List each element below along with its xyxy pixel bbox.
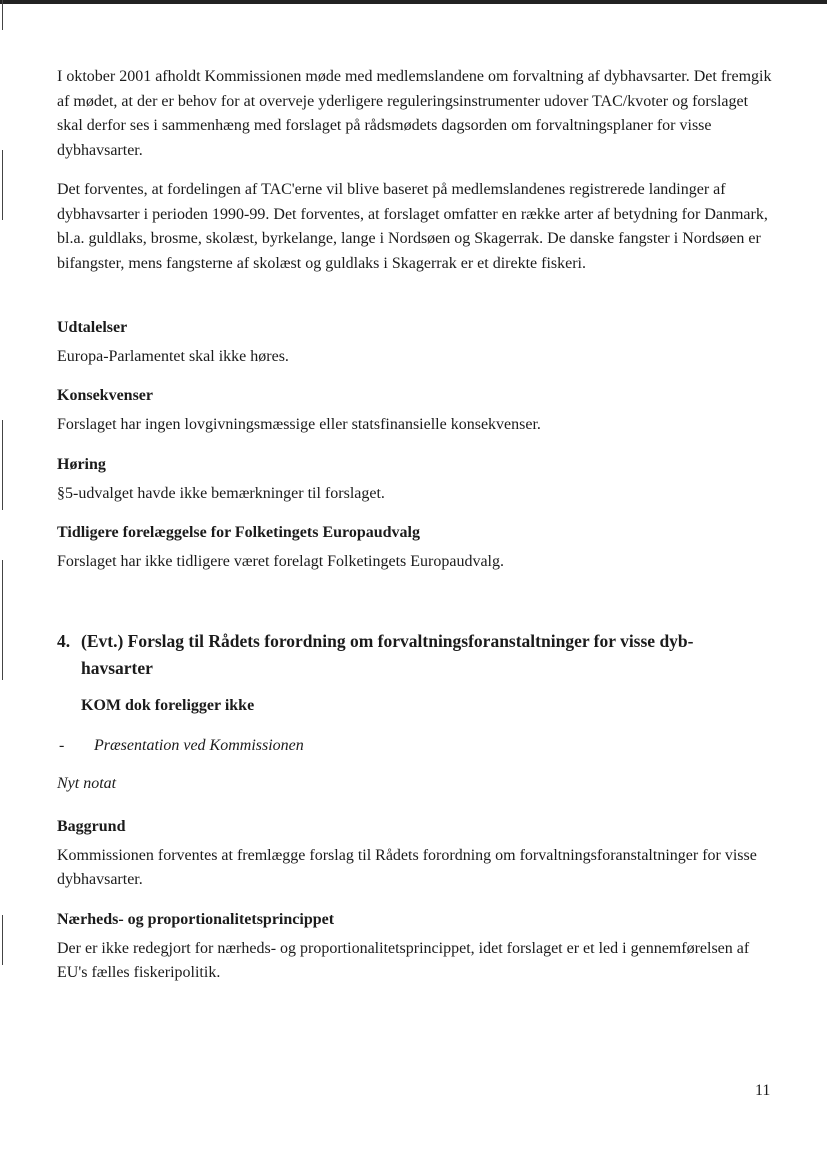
section-heading: Udtalelser: [57, 319, 128, 336]
left-margin-mark: [2, 0, 3, 30]
presentation-note: Præsentation ved Kommissionen: [94, 737, 304, 754]
nyt-notat-label: Nyt notat: [57, 775, 117, 792]
section-body: §5-udvalget havde ikke bemærkninger til forslaget.: [57, 484, 385, 502]
top-border: [0, 0, 827, 4]
section-heading: Nærheds- og proportionalitetsprincippet: [57, 911, 335, 928]
list-dash: -: [59, 737, 65, 754]
section-horing: [57, 453, 777, 506]
item-title: [81, 628, 781, 682]
section-body: Forslaget har ingen lovgivningsmæssige eller statsfinansielle konsekvenser.: [57, 415, 541, 433]
left-margin-mark: [2, 420, 3, 510]
item-title-line-1: (Evt.) Forslag til Rådets forordning om forvaltningsforanstaltninger for visse dyb-: [81, 631, 694, 651]
paragraph-2: Det forventes, at fordelingen af TAC'erne vil blive baseret på medlemslandenes registrerede landinger af dybhavsarter i perioden 1990-99. Det forventes, at forslaget omfatter en række arter af betydning for Danmark, bl.a. guldlaks, brosme, skolæst, byrkelange, lange i Nordsøen og Skagerrak. De danske fangster i Nordsøen er bifangster, mens fangsterne af skolæst og guldlaks i Skagerrak er et direkte fiskeri.: [57, 181, 768, 272]
paragraph-1: I oktober 2001 afholdt Kommissionen møde med medlemslandene om forvaltning af dybhavsarter. Det fremgik af mødet, at der er behov for at overveje yderligere reguleringsinstrumenter udover TAC/kvoter og forslaget skal derfor ses i sammenhæng med forslaget på rådsmødets dagsorden om forvaltningsplaner for visse dybhavsarter.: [57, 68, 772, 159]
section-baggrund: [57, 815, 777, 893]
section-heading: Tidligere forelæggelse for Folketingets Europaudvalg: [57, 524, 420, 541]
section-naerhed: [57, 908, 777, 986]
item-number: 4.: [57, 631, 71, 651]
left-margin-mark: [2, 560, 3, 680]
section-body: Kommissionen forventes at fremlægge forslag til Rådets forordning om forvaltningsforanstaltninger for visse dybhavsarter.: [57, 846, 757, 888]
section-body: Forslaget har ikke tidligere været forelagt Folketingets Europaudvalg.: [57, 552, 504, 570]
section-heading: Høring: [57, 456, 106, 473]
section-konsekvenser: [57, 384, 777, 437]
left-margin-mark: [2, 915, 3, 965]
section-udtalelser: [57, 316, 777, 369]
page-number: 11: [755, 1082, 771, 1099]
kom-dok-status: KOM dok foreligger ikke: [81, 697, 255, 714]
section-body: Europa-Parlamentet skal ikke høres.: [57, 347, 289, 365]
section-heading: Konsekvenser: [57, 387, 153, 404]
section-heading: Baggrund: [57, 818, 126, 835]
section-body: Der er ikke redegjort for nærheds- og proportionalitetsprincippet, idet forslaget er et led i gennemførelsen af EU's fælles fiskeripolitik.: [57, 939, 750, 981]
section-tidligere-forelaeggelse: [57, 521, 777, 574]
item-title-line-2: havsarter: [81, 658, 153, 678]
left-margin-mark: [2, 150, 3, 220]
